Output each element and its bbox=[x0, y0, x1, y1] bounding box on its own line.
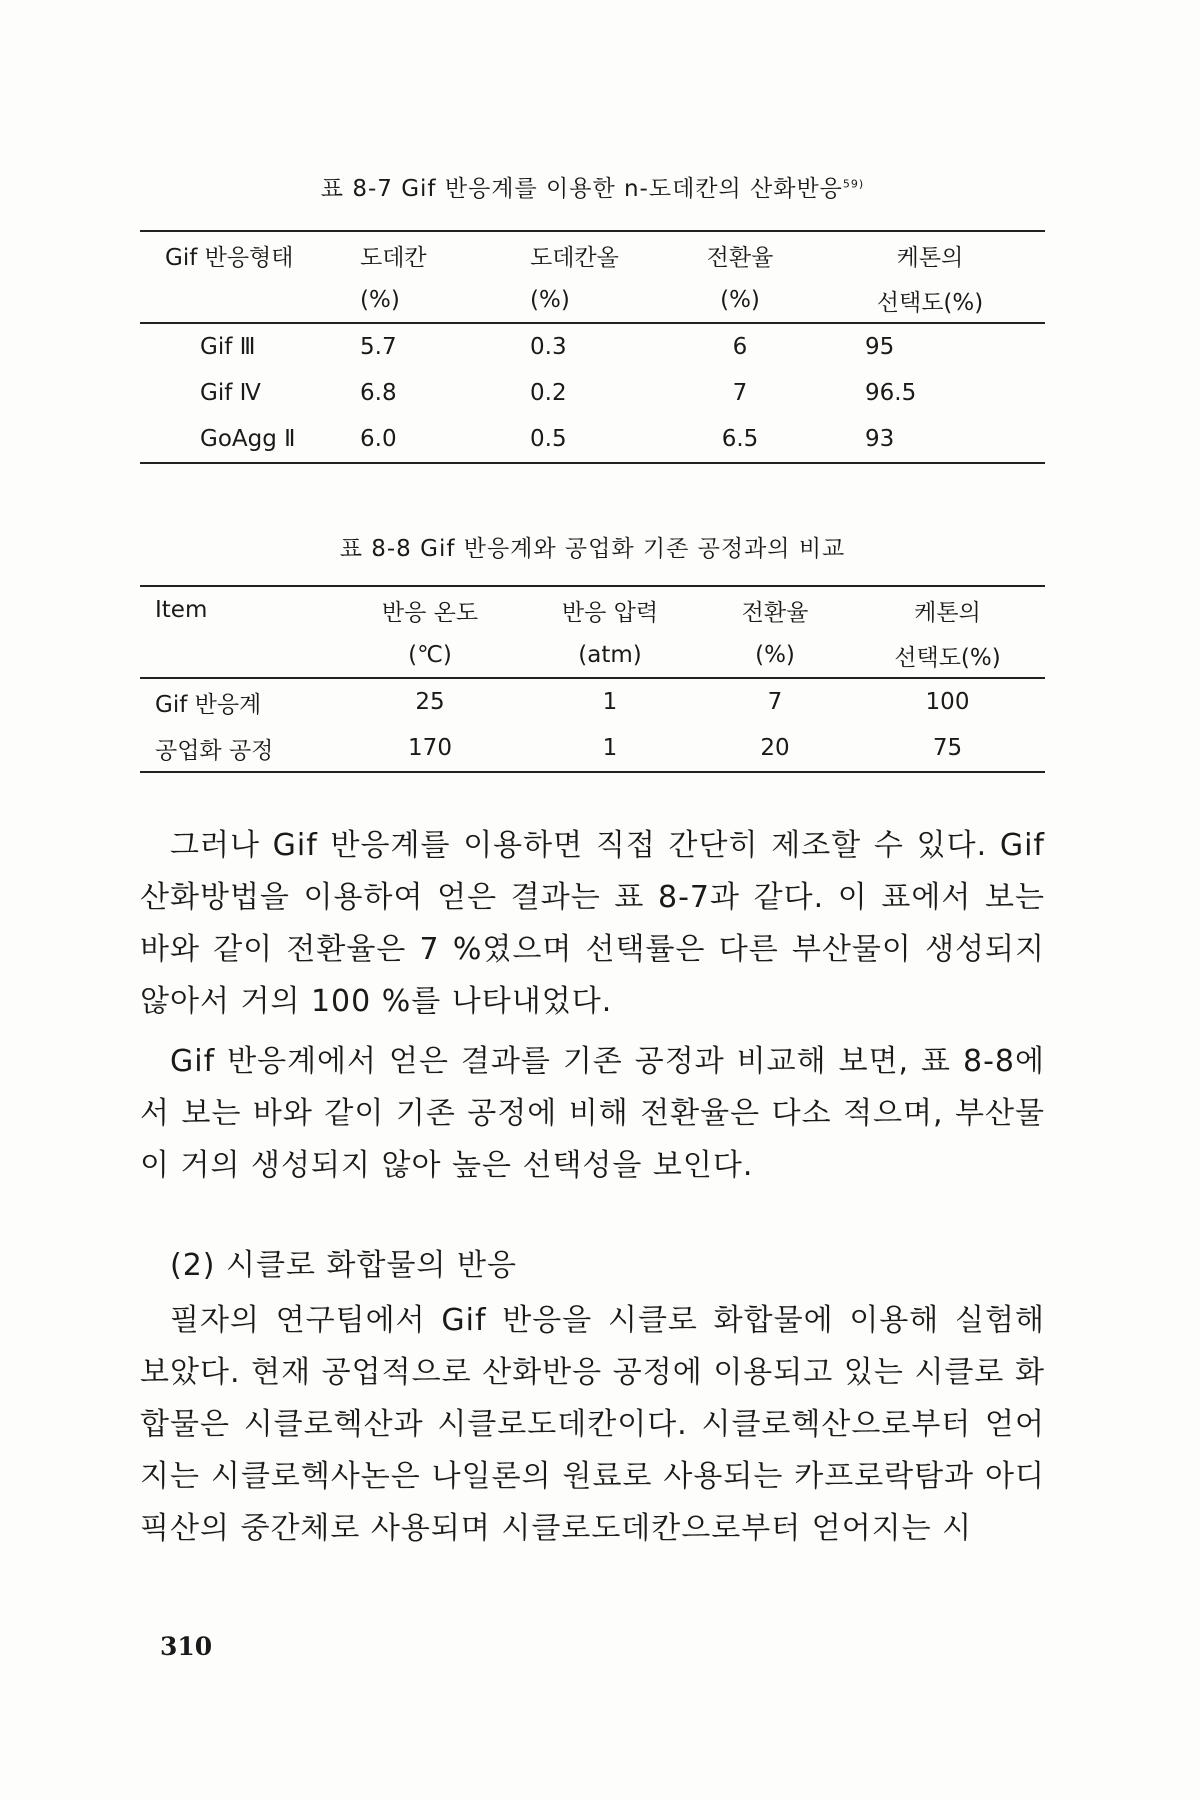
table2-header: 전환율 bbox=[700, 586, 850, 633]
table1-row bbox=[140, 370, 1045, 416]
table2-subheader: (%) bbox=[700, 633, 850, 678]
paragraph-1-text: 그러나 Gif 반응계를 이용하면 직접 간단히 제조할 수 있다. Gif 산화방법을 이용하여 얻은 결과는 표 8-7과 같다. 이 표에서 보는 바와 같이 전환율은 7 %였으며 선택률은 다른 부산물이 생성되지 않아서 거의 100 %를 나타내었다. bbox=[140, 828, 1045, 1019]
table1-subheader: (%) bbox=[665, 278, 815, 323]
table2 bbox=[140, 585, 1045, 773]
page-number: 310 bbox=[160, 1632, 213, 1661]
table1-cell: Gif Ⅳ bbox=[200, 380, 261, 406]
table2-cell: 75 bbox=[850, 725, 1045, 772]
section-heading: (2) 시클로 화합물의 반응 bbox=[170, 1248, 517, 1283]
table1-subheader: (%) bbox=[360, 278, 495, 323]
table2-row bbox=[140, 725, 1045, 772]
table1-subheader bbox=[140, 278, 360, 323]
table1-cell: 0.2 bbox=[530, 380, 567, 406]
paragraph-2-text: Gif 반응계에서 얻은 결과를 기존 공정과 비교해 보면, 표 8-8에서 보는 바와 같이 기존 공정에 비해 전환율은 다소 적으며, 부산물이 거의 생성되지 않아 높은 선택성을 보인다. bbox=[140, 1044, 1045, 1183]
table1-cell: 0.3 bbox=[530, 334, 567, 360]
table1-subheader: (%) bbox=[495, 278, 665, 323]
table1-cell: Gif Ⅲ bbox=[200, 334, 256, 360]
table2-row bbox=[140, 678, 1045, 725]
table1-cell: 5.7 bbox=[360, 334, 397, 360]
paragraph-1 bbox=[140, 820, 1045, 1028]
table1-header: 도데칸 bbox=[360, 231, 495, 278]
table1-cell: 7 bbox=[732, 380, 748, 406]
table1-row bbox=[140, 416, 1045, 463]
table1-header: 케톤의 bbox=[815, 231, 1045, 278]
table1-cell: 6.8 bbox=[360, 380, 397, 406]
table2-header: 반응 압력 bbox=[520, 586, 700, 633]
table1-header: 도데칸올 bbox=[495, 231, 665, 278]
table1-caption-ref: 59) bbox=[842, 177, 865, 191]
table2-cell: 1 bbox=[520, 725, 700, 772]
table2-subheader-row bbox=[140, 633, 1045, 678]
table1-cell: 93 bbox=[815, 416, 1045, 463]
table2-subheader: (℃) bbox=[340, 633, 520, 678]
table2-subheader: (atm) bbox=[520, 633, 700, 678]
table2-header: 케톤의 bbox=[850, 586, 1045, 633]
paragraph-2 bbox=[140, 1036, 1045, 1192]
table2-cell: 100 bbox=[925, 689, 970, 715]
paragraph-3 bbox=[140, 1295, 1045, 1555]
table1-header-row bbox=[140, 231, 1045, 278]
table2-header-row bbox=[140, 586, 1045, 633]
table2-cell: 25 bbox=[415, 689, 445, 715]
paragraph-3-text: 필자의 연구팀에서 Gif 반응을 시클로 화합물에 이용해 실험해 보았다. 현재 공업적으로 산화반응 공정에 이용되고 있는 시클로 화합물은 시클로헥산과 시클로도데칸이다. 시클로헥산으로부터 얻어지는 시클로헥사논은 나일론의 원료로 사용되는 카프로락탐과 아디픽산의 중간체로 사용되며 시클로도데칸으로부터 얻어지는 시 bbox=[140, 1303, 1045, 1546]
table2-subheader: 선택도(%) bbox=[850, 633, 1045, 678]
table1-row bbox=[140, 323, 1045, 370]
table2-header: 반응 온도 bbox=[340, 586, 520, 633]
table1-cell: 6.0 bbox=[360, 416, 495, 463]
table2-cell: 170 bbox=[340, 725, 520, 772]
table1-cell: 6 bbox=[732, 334, 748, 360]
table1-caption bbox=[140, 170, 1045, 203]
table1-cell: 0.5 bbox=[495, 416, 665, 463]
table2-cell: Gif 반응계 bbox=[155, 691, 262, 718]
table1-caption-text: 표 8-7 Gif 반응계를 이용한 n-도데칸의 산화반응 bbox=[320, 176, 843, 202]
table2-cell: 20 bbox=[700, 725, 850, 772]
table2-header: Item bbox=[140, 586, 340, 633]
table1-cell: 96.5 bbox=[865, 380, 917, 406]
table1-cell: 95 bbox=[865, 334, 895, 360]
table1-header: 전환율 bbox=[665, 231, 815, 278]
table1-cell: 6.5 bbox=[665, 416, 815, 463]
table1-subheader-row bbox=[140, 278, 1045, 323]
table1-cell: GoAgg Ⅱ bbox=[140, 416, 360, 463]
table2-cell: 공업화 공정 bbox=[140, 725, 340, 772]
table1 bbox=[140, 230, 1045, 464]
table2-cell: 1 bbox=[602, 689, 618, 715]
table2-subheader bbox=[140, 633, 340, 678]
table1-subheader: 선택도(%) bbox=[815, 278, 1045, 323]
table2-caption: 표 8-8 Gif 반응계와 공업화 기존 공정과의 비교 bbox=[339, 536, 846, 562]
table1-header: Gif 반응형태 bbox=[140, 231, 360, 278]
table2-cell: 7 bbox=[767, 689, 783, 715]
